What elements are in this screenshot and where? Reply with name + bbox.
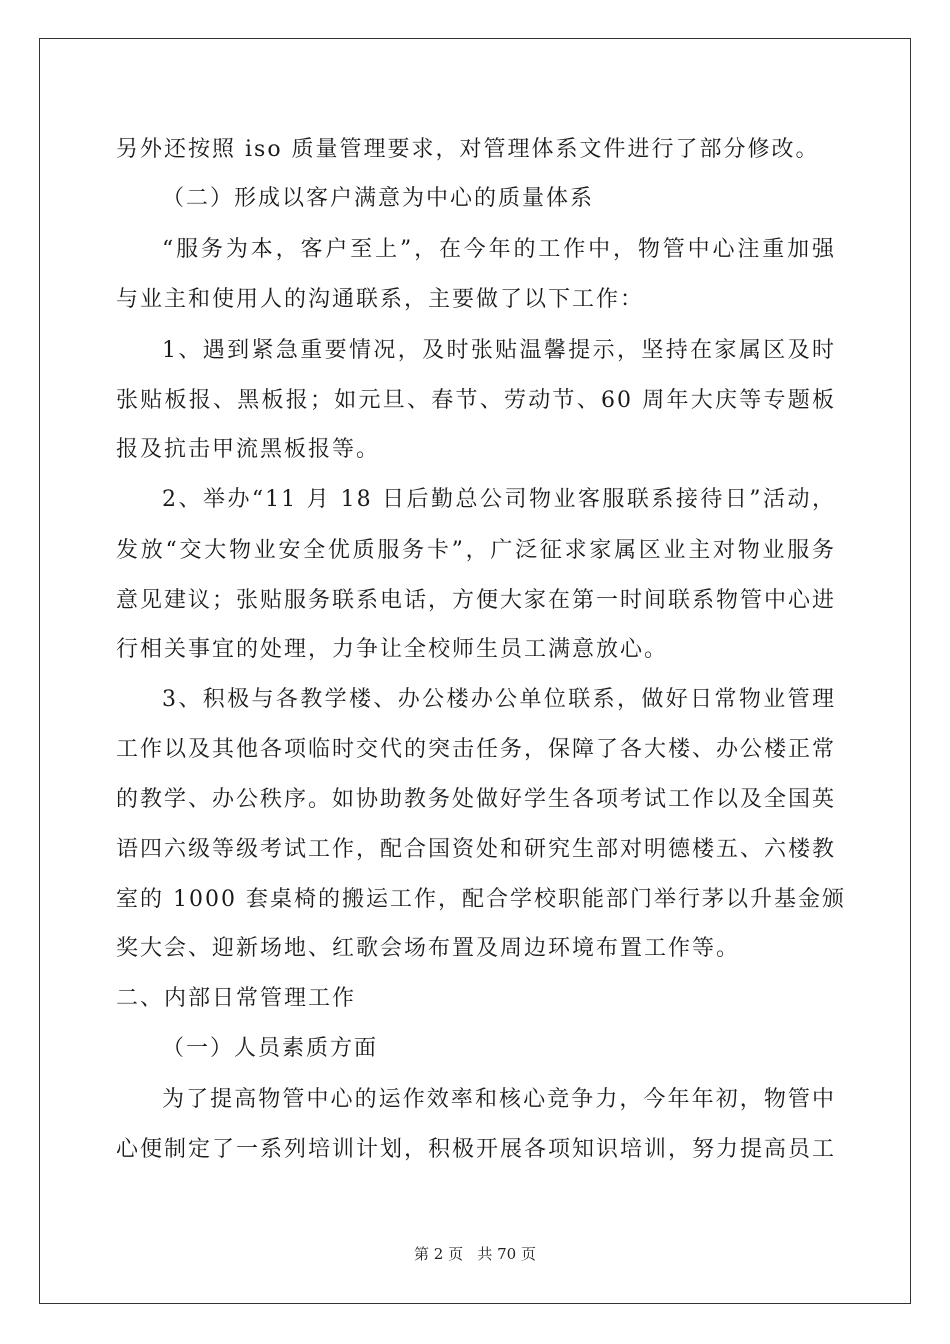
section-heading-internal-management: 二、内部日常管理工作 — [116, 986, 357, 1011]
paragraph-line-8: 2、举办“11 月 18 日后勤总公司物业客服联系接待日”活动， — [162, 487, 836, 512]
paragraph-line-9: 发放“交大物业安全优质服务卡”，广泛征求家属区业主对物业服务 — [116, 538, 836, 563]
subheading-quality-system: （二）形成以客户满意为中心的质量体系 — [162, 186, 595, 211]
subheading-personnel-quality: （一）人员素质方面 — [162, 1036, 379, 1061]
paragraph-line-6: 张贴板报、黑板报；如元旦、春节、劳动节、60 周年大庆等专题板 — [116, 388, 836, 413]
paragraph-line-20: 为了提高物管中心的运作效率和核心竞争力，今年年初，物管中 — [162, 1087, 836, 1112]
paragraph-line-5: 1、遇到紧急重要情况，及时张贴温馨提示，坚持在家属区及时 — [162, 338, 836, 363]
paragraph-line-10: 意见建议；张贴服务联系电话，方便大家在第一时间联系物管中心进 — [116, 588, 837, 613]
paragraph-line-15: 语四六级等级考试工作，配合国资处和研究生部对明德楼五、六楼教 — [116, 837, 837, 862]
paragraph-line-17: 奖大会、迎新场地、红歌会场布置及周边环境布置工作等。 — [116, 936, 741, 961]
paragraph-line-12: 3、积极与各教学楼、办公楼办公单位联系，做好日常物业管理 — [162, 687, 836, 712]
paragraph-line-13: 工作以及其他各项临时交代的突击任务，保障了各大楼、办公楼正常 — [116, 737, 837, 762]
page-number-footer: 第 2 页 共 70 页 — [413, 1245, 536, 1263]
paragraph-line-11: 行相关事宜的处理，力争让全校师生员工满意放心。 — [116, 637, 669, 662]
paragraph-line-4: 与业主和使用人的沟通联系，主要做了以下工作： — [116, 287, 645, 312]
paragraph-line-7: 报及抗击甲流黑板报等。 — [116, 437, 381, 462]
paragraph-line-21: 心便制定了一系列培训计划，积极开展各项知识培训，努力提高员工 — [116, 1137, 837, 1162]
paragraph-line-3: “服务为本，客户至上”，在今年的工作中，物管中心注重加强 — [162, 237, 836, 262]
paragraph-line-14: 的教学、办公秩序。如协助教务处做好学生各项考试工作以及全国英 — [116, 787, 837, 812]
paragraph-line-1: 另外还按照 iso 质量管理要求，对管理体系文件进行了部分修改。 — [116, 137, 820, 162]
paragraph-line-16: 室的 1000 套桌椅的搬运工作，配合学校职能部门举行茅以升基金颁 — [116, 887, 846, 912]
